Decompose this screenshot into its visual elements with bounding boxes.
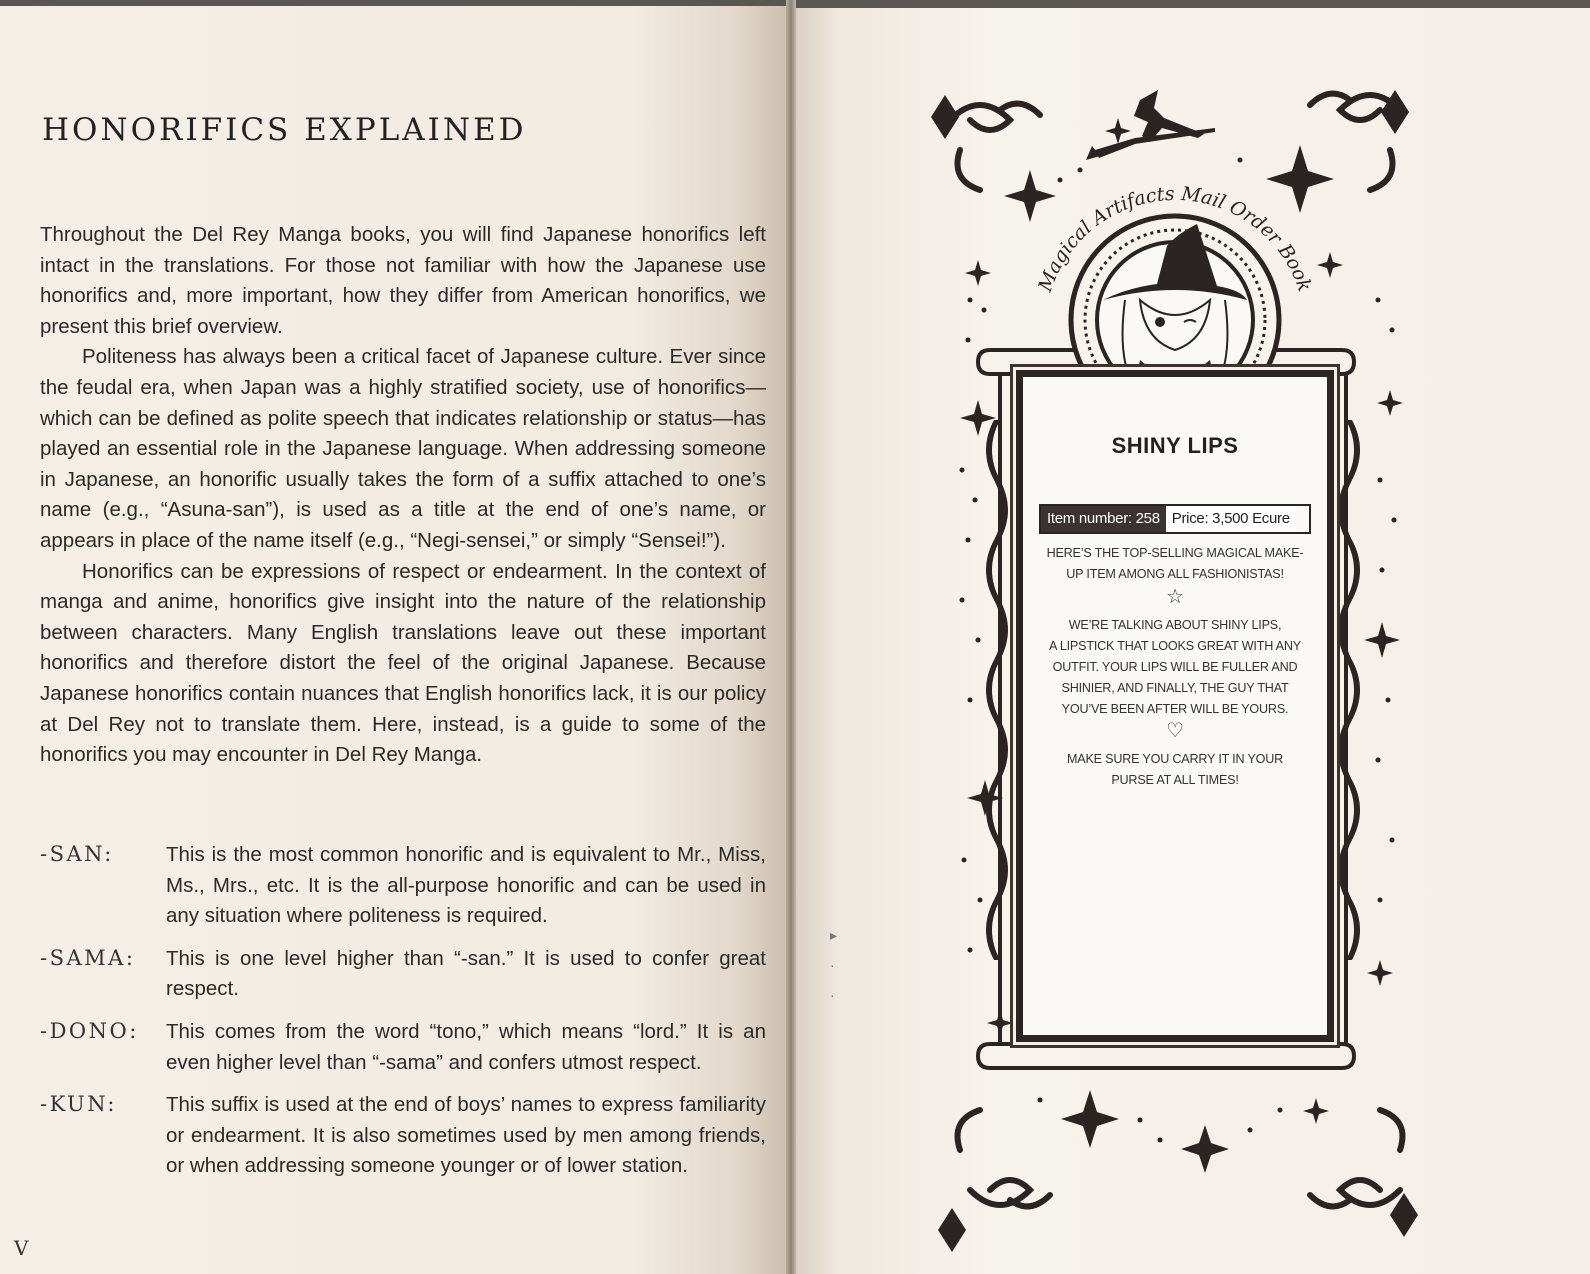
page-title: HONORIFICS EXPLAINED <box>42 112 527 148</box>
description-line: OUTFIT. YOUR LIPS WILL BE FULLER AND <box>1052 660 1298 674</box>
description-line: WE’RE TALKING ABOUT SHINY LIPS, <box>1068 618 1282 632</box>
description-line: MAKE SURE YOU CARRY IT IN YOUR <box>1066 752 1284 766</box>
bleed-marks: ▸ · · <box>830 927 838 1003</box>
flourish-icon <box>958 1110 1051 1206</box>
term-label: -DONO: <box>40 1018 139 1043</box>
term-label: -KUN: <box>40 1092 117 1117</box>
paragraph-3: Honorifics can be expressions of respect or endearment. In the context of manga and anime, honorifics give insight into the nature of the relationship between characters. Many English translations leave out these important honorifics and therefore distort the feel of the original Japanese. Because Japanese honorifics contain nuances that English honorifics lack, it is our policy at Del Rey not to translate them. Here, instead, is a guide to some of the honorifics you may encounter in Del Rey Manga. <box>40 559 766 767</box>
description-line: A LIPSTICK THAT LOOKS GREAT WITH ANY <box>1049 639 1301 653</box>
item-number: Item number: 258 <box>1041 506 1166 532</box>
heart-icon: ♡ <box>1166 720 1184 742</box>
description-line: UP ITEM AMONG ALL FASHIONISTAS! <box>1066 567 1284 581</box>
star-icon: ☆ <box>1166 586 1184 608</box>
product-card <box>1016 370 1334 1042</box>
description-line: YOU’VE BEEN AFTER WILL BE YOURS. <box>1061 702 1289 716</box>
flourish-icon <box>1310 1110 1403 1206</box>
description-line: SHINIER, AND FINALLY, THE GUY THAT <box>1061 681 1289 695</box>
paragraph-2: Politeness has always been a critical facet of Japanese culture. Ever since the feudal era, when Japan was a highly stratified society, use of honorifics—which can be defined as polite speech that indicates relationship or status—has played an essential role in the Japanese language. When addressing someone in Japanese, an honorific usually takes the form of a suffix attached to one’s name (e.g., “Asuna-san”), is used as a title at the end of one’s name, or appears in place of the name itself (e.g., “Negi-sensei,” or simply “Sensei!”). <box>40 345 766 552</box>
term-definition: This is one level higher than “-san.” It is used to confer great respect. <box>166 946 766 1001</box>
term-label: -SAMA: <box>40 945 136 970</box>
flourish-icon <box>950 104 1040 190</box>
item-price: Price: 3,500 Ecure <box>1166 506 1296 532</box>
item-info-bar <box>1039 504 1311 534</box>
term-definition: This suffix is used at the end of boys’ names to express familiarity or endearment. It is also sometimes used by men among friends, or when addressing someone younger or of lower station. <box>166 1093 766 1178</box>
description-line: HERE’S THE TOP-SELLING MAGICAL MAKE- <box>1046 546 1304 560</box>
paragraph-1: Throughout the Del Rey Manga books, you will find Japanese honorifics left intact in the translations. For those not familiar with how the Japanese use honorifics and, more important, how they differ from American honorifics, we present this brief overview. <box>40 223 766 338</box>
term-definition: This is the most common honorific and is equivalent to Mr., Miss, Ms., Mrs., etc. It is the all-purpose honorific and can be used in any situation where politeness is required. <box>166 843 766 928</box>
catalog-arc-title: Magical Artifacts Mail Order Book <box>1034 182 1316 295</box>
term-definition: This comes from the word “tono,” which means “lord.” It is an even higher level than “-sama” and confers utmost respect. <box>166 1019 766 1074</box>
description-line: PURSE AT ALL TIMES! <box>1111 773 1239 787</box>
product-name: SHINY LIPS <box>1111 433 1239 458</box>
witch-on-broom-icon <box>1086 90 1215 160</box>
page-number: V <box>14 1236 29 1260</box>
term-label: -SAN: <box>40 842 114 866</box>
